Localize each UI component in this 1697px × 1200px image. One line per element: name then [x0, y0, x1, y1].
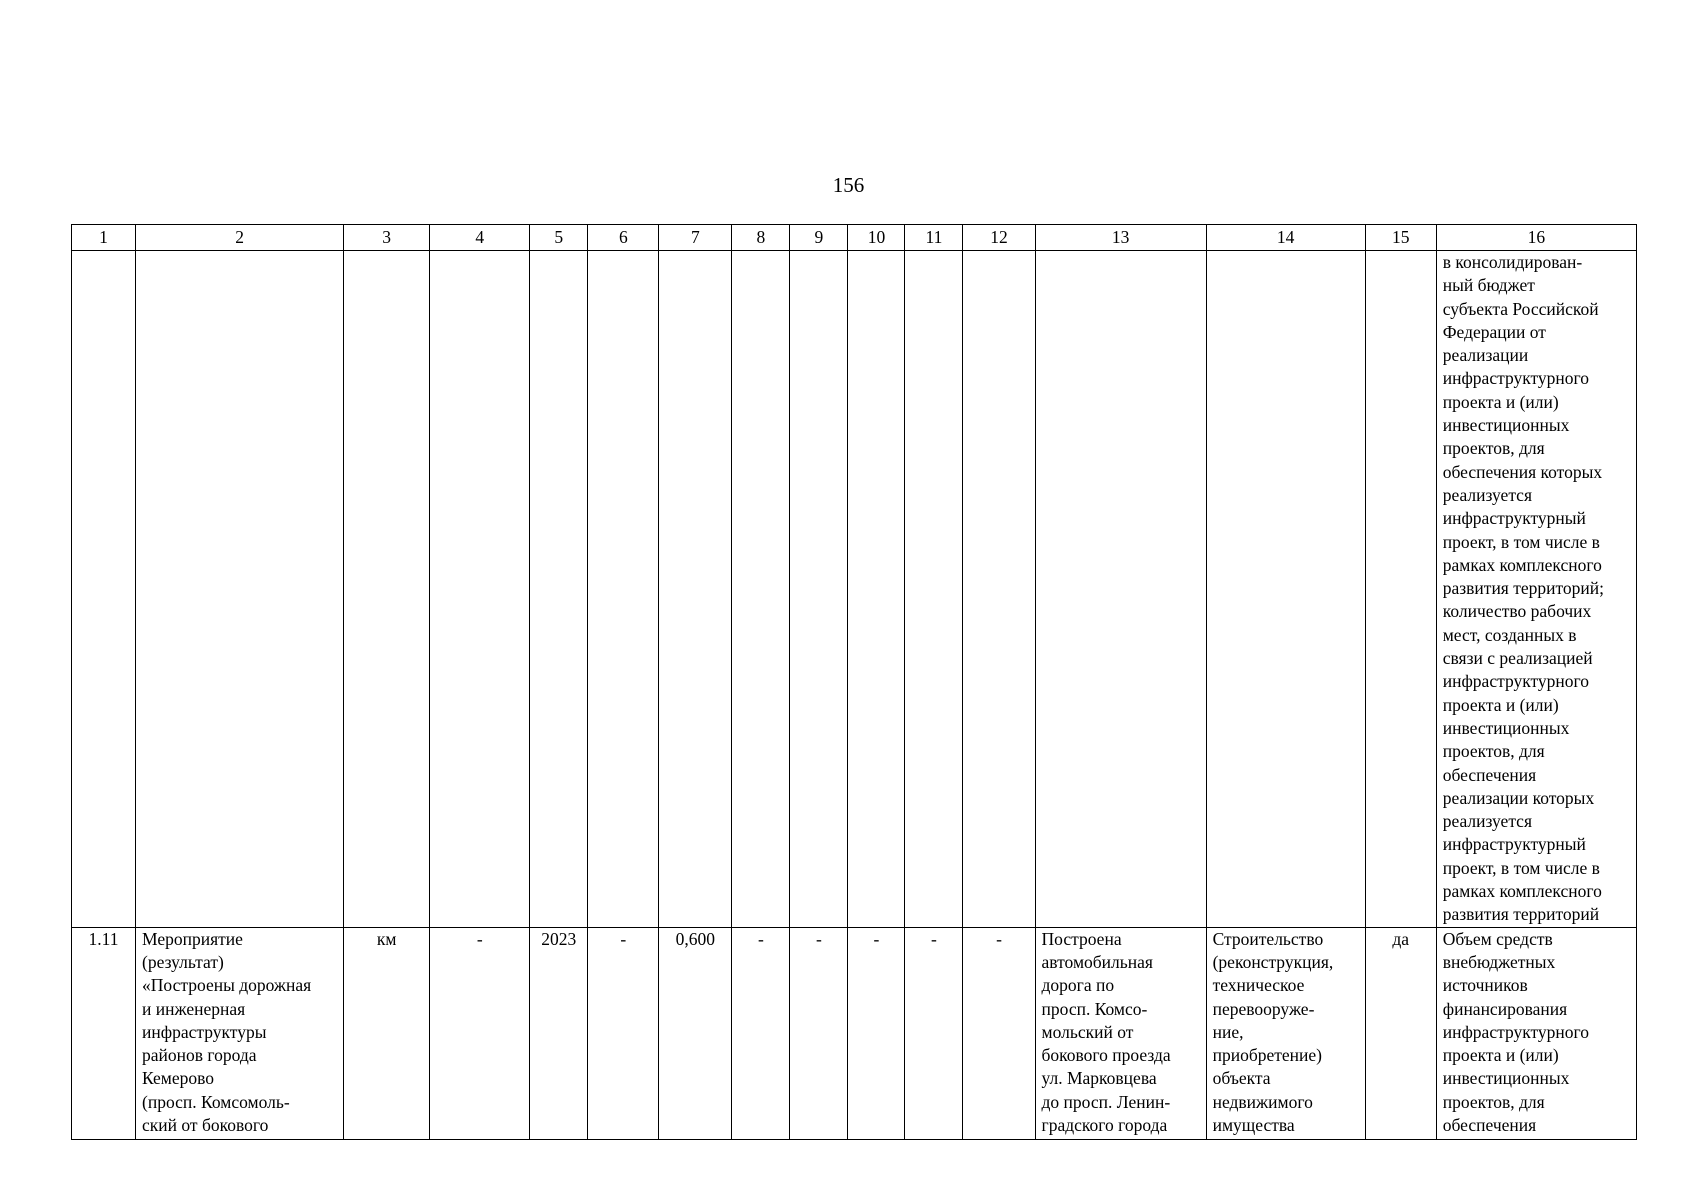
table-cell	[588, 251, 659, 928]
column-header: 16	[1436, 225, 1636, 251]
value-cell	[659, 927, 732, 1139]
column-header: 11	[905, 225, 963, 251]
column-header: 7	[659, 225, 732, 251]
column-header: 15	[1365, 225, 1436, 251]
table-cell	[732, 251, 790, 928]
document-table	[71, 224, 1637, 1140]
column-header: 2	[136, 225, 344, 251]
table-cell	[732, 927, 790, 1139]
table-cell	[790, 927, 848, 1139]
column-header: 4	[430, 225, 530, 251]
cell-value: -	[620, 928, 627, 949]
cell-value: -	[931, 928, 937, 949]
activity-name: Мероприятие (результат) «Построены дорожная и инженерная инфраструктуры районов города Кемерово (просп. Комсомоль- ский от бокового	[142, 928, 312, 1135]
row-number: 1.11	[88, 928, 119, 949]
column-header: 8	[732, 225, 790, 251]
indicator-text: Объем средств внебюджетных источников финансирования инфраструктурного проекта и (или) инвестиционных проектов, для обеспечения	[1442, 928, 1590, 1135]
row-number-cell	[72, 927, 136, 1139]
column-header: 3	[344, 225, 430, 251]
table-cell	[848, 251, 905, 928]
table-cell	[963, 927, 1035, 1139]
unit-value: км	[376, 928, 397, 949]
table-cell	[430, 927, 530, 1139]
cell-value: -	[873, 928, 880, 949]
table-cell	[136, 251, 344, 928]
flag-value: да	[1392, 928, 1410, 949]
indicator-text: в консолидирован- ный бюджет субъекта Российской Федерации от реализации инфраструктурного проекта и (или) инвестиционных проектов, для обеспечения которых реализуется инфраструктурный проект, в том числе в рамках комплексного развития территорий; количество рабочих мест, созданных в связи с реализацией инфраструктурного проекта и (или) инвестиционных проектов, для обеспечения реализации которых реализуется инфраструктурный проект, в том числе в рамках комплексного развития территорий	[1442, 252, 1605, 925]
cell-value: -	[757, 928, 764, 949]
table-row-1-11	[72, 927, 1637, 1139]
table-cell	[1035, 251, 1206, 928]
table-cell	[790, 251, 848, 928]
indicator-cell	[1436, 927, 1636, 1139]
column-header: 10	[848, 225, 905, 251]
column-header: 5	[530, 225, 588, 251]
column-header: 13	[1035, 225, 1206, 251]
table-cell	[659, 251, 732, 928]
result-description-cell	[1035, 927, 1206, 1139]
activity-name-cell	[136, 927, 344, 1139]
table-cell	[905, 251, 963, 928]
result-type-cell	[1206, 927, 1365, 1139]
table-cell	[848, 927, 905, 1139]
year-value: 2023	[541, 928, 577, 949]
page-number: 156	[832, 173, 865, 197]
table-row-continuation	[72, 251, 1637, 928]
table-cell	[530, 251, 588, 928]
value-amount: 0,600	[675, 928, 716, 949]
result-description: Построена автомобильная дорога по просп. Комсо- мольский от бокового проезда ул. Марковцева до просп. Ленин- градского города	[1041, 928, 1171, 1135]
cell-value: -	[996, 928, 1002, 949]
table-cell	[963, 251, 1035, 928]
table-cell	[72, 251, 136, 928]
column-header: 9	[790, 225, 848, 251]
table-cell	[344, 251, 430, 928]
table-cell	[588, 927, 659, 1139]
indicator-cell	[1436, 251, 1636, 928]
table-cell	[430, 251, 530, 928]
column-header: 14	[1206, 225, 1365, 251]
result-type: Строительство (реконструкция, техническое перевооруже- ние, приобретение) объекта недвижимого имущества	[1212, 928, 1334, 1135]
table-cell	[1206, 251, 1365, 928]
cell-value: -	[815, 928, 822, 949]
year-cell	[530, 927, 588, 1139]
unit-cell	[344, 927, 430, 1139]
cell-value: -	[476, 928, 483, 949]
column-header: 6	[588, 225, 659, 251]
table-cell	[1365, 251, 1436, 928]
column-header: 12	[963, 225, 1035, 251]
header-row	[72, 225, 1637, 251]
table-cell	[905, 927, 963, 1139]
flag-cell	[1365, 927, 1436, 1139]
column-header: 1	[72, 225, 136, 251]
